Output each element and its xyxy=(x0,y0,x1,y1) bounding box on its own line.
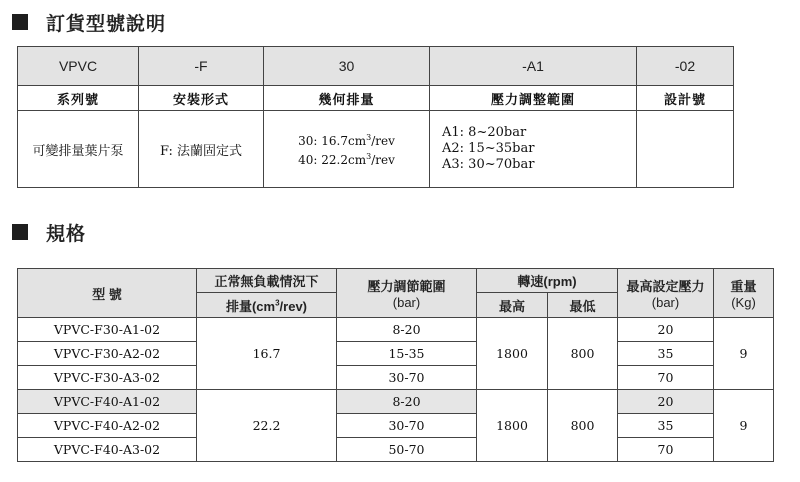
table-row xyxy=(18,342,774,366)
pressure-line: A2: 15~35bar xyxy=(442,141,535,156)
mount-description: F: 法蘭固定式 xyxy=(139,111,264,188)
cell-pressure-range: 30-70 xyxy=(337,414,477,438)
cell-max-pressure: 70 xyxy=(618,366,714,390)
pressure-line: A1: 8~20bar xyxy=(442,125,527,140)
header-speed-max: 最高 xyxy=(477,293,548,318)
cell-pressure-range: 8-20 xyxy=(337,390,477,414)
cell-model: VPVC-F30-A3-02 xyxy=(18,366,197,390)
cell-max-pressure: 70 xyxy=(618,438,714,462)
table-row xyxy=(18,414,774,438)
cell-pressure-range: 50-70 xyxy=(337,438,477,462)
cell-pressure-range: 15-35 xyxy=(337,342,477,366)
header-weight: 重量 (Kg) xyxy=(714,269,774,318)
bullet-square-icon xyxy=(12,14,28,30)
header-model: 型 號 xyxy=(18,269,197,318)
code-displacement: 30 xyxy=(264,47,430,86)
header-max-pressure: 最高設定壓力 (bar) xyxy=(618,269,714,318)
cell-speed-max: 1800 xyxy=(477,390,548,462)
cell-model: VPVC-F30-A2-02 xyxy=(18,342,197,366)
header-speed-min: 最低 xyxy=(548,293,618,318)
header-series: 系列號 xyxy=(18,86,139,111)
header-displacement-bottom: 排量$(cm^3/rev)$ xyxy=(197,293,337,318)
displacement-description xyxy=(264,111,430,188)
cell-displacement: 22.2 xyxy=(197,390,337,462)
section-title-ordering xyxy=(12,8,166,36)
code-series: VPVC xyxy=(18,47,139,86)
cell-model: VPVC-F40-A1-02 xyxy=(18,390,197,414)
cell-model: VPVC-F40-A2-02 xyxy=(18,414,197,438)
code-design: -02 xyxy=(637,47,734,86)
cell-pressure-range: 8-20 xyxy=(337,318,477,342)
table-row xyxy=(18,438,774,462)
cell-model: VPVC-F40-A3-02 xyxy=(18,438,197,462)
cell-max-pressure: 20 xyxy=(618,318,714,342)
cell-weight: 9 xyxy=(714,390,774,462)
header-mount: 安裝形式 xyxy=(139,86,264,111)
code-mount: -F xyxy=(139,47,264,86)
specification-table xyxy=(17,268,774,462)
pressure-description xyxy=(430,111,637,188)
header-design: 設計號 xyxy=(637,86,734,111)
header-row xyxy=(18,86,734,111)
code-pressure: -A1 xyxy=(430,47,637,86)
cell-speed-max: 1800 xyxy=(477,318,548,390)
section-title-text: 訂貨型號說明 xyxy=(46,12,167,35)
header-pressure-range: 壓力調節範圍 (bar) xyxy=(337,269,477,318)
design-description xyxy=(637,111,734,188)
table-row xyxy=(18,390,774,414)
series-description: 可變排量葉片泵 xyxy=(18,111,139,188)
cell-weight: 9 xyxy=(714,318,774,390)
cell-speed-min: 800 xyxy=(548,390,618,462)
table-row xyxy=(18,318,774,342)
header-pressure: 壓力調整範圍 xyxy=(430,86,637,111)
cell-max-pressure: 35 xyxy=(618,414,714,438)
cell-max-pressure: 20 xyxy=(618,390,714,414)
spec-header-row-1 xyxy=(18,269,774,293)
ordering-code-table xyxy=(17,46,734,188)
code-row xyxy=(18,47,734,86)
pressure-line: A3: 30~70bar xyxy=(442,157,535,172)
header-displacement-top: 正常無負載情況下 xyxy=(197,269,337,293)
header-speed: 轉速(rpm) xyxy=(477,269,618,293)
section-title-specs xyxy=(12,218,86,246)
header-displacement: 幾何排量 xyxy=(264,86,430,111)
cell-model: VPVC-F30-A1-02 xyxy=(18,318,197,342)
description-row xyxy=(18,111,734,188)
cell-speed-min: 800 xyxy=(548,318,618,390)
displacement-line: 30: $16.7cm^3$/rev xyxy=(298,133,395,148)
cell-displacement: 16.7 xyxy=(197,318,337,390)
cell-max-pressure: 35 xyxy=(618,342,714,366)
displacement-line: 40: $22.2cm^3$/rev xyxy=(298,152,395,167)
cell-pressure-range: 30-70 xyxy=(337,366,477,390)
bullet-square-icon xyxy=(12,224,28,240)
table-row xyxy=(18,366,774,390)
section-title-text: 規格 xyxy=(46,222,87,245)
